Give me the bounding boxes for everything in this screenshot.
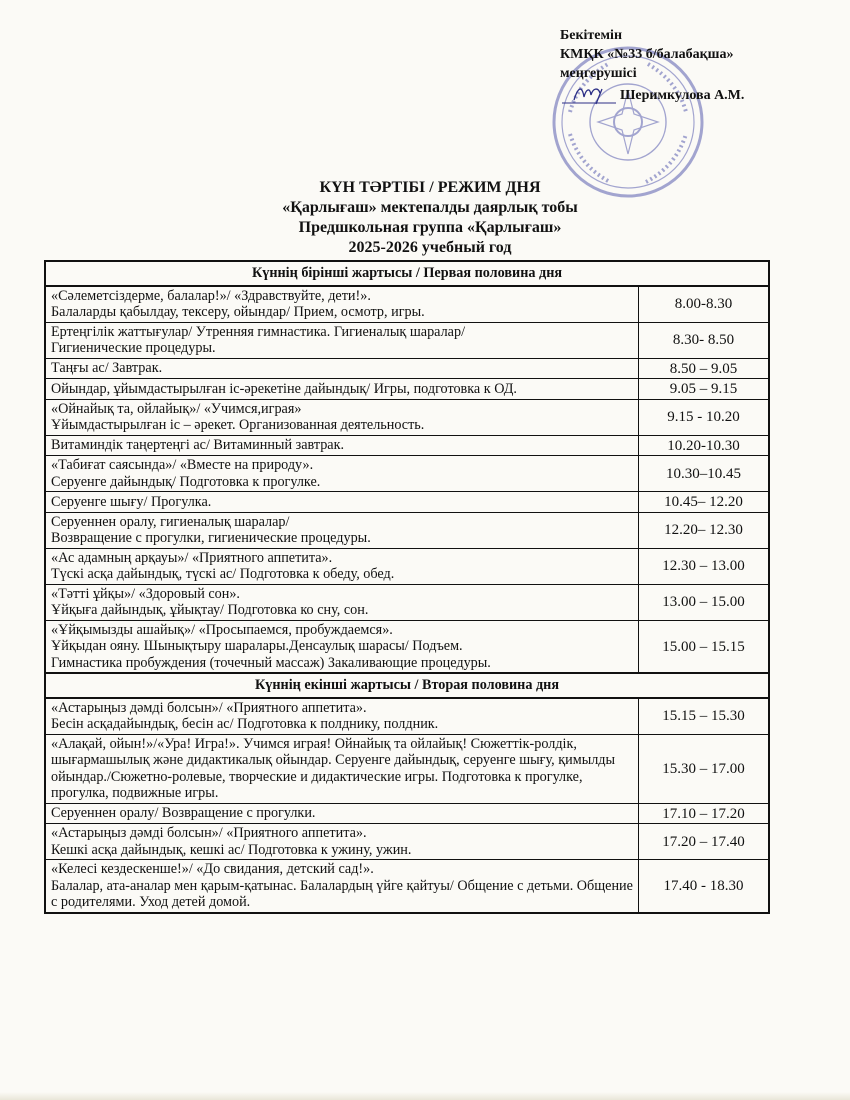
activity-text: «Алақай, ойын!»/«Ура! Игра!». Учимся играя! Ойнайық та ойлайық! Сюжеттік-ролдік, шығармашылық және дидактикалық ойындар. Серуенге дайындық, серуенге шығу, қимылды ойындар./Сюжетно-ролевые, творческие и дидактические игры. Подготовка к прогулке, прогулка, подвижные игры. <box>51 735 616 801</box>
activity-line: Түскі асқа дайындық, түскі ас/ Подготовка к обеду, обед. <box>51 566 395 582</box>
schedule-row <box>45 456 769 492</box>
activity-line: Ойындар, ұйымдастырылған іс-әрекетіне дайындық/ Игры, подготовка к ОД. <box>51 380 517 397</box>
activity-cell <box>45 512 639 548</box>
time-cell: 17.40 - 18.30 <box>639 860 770 913</box>
schedule-row <box>45 734 769 803</box>
schedule-row <box>45 435 769 456</box>
activity-line: Кешкі асқа дайындық, кешкі ас/ Подготовка к ужину, ужин. <box>51 841 412 858</box>
time-cell: 9.15 - 10.20 <box>639 399 770 435</box>
activity-line: Серуеннен оралу/ Возвращение с прогулки. <box>51 805 316 821</box>
activity-line: «Ас адамның арқауы»/ «Приятного аппетита». <box>51 549 333 566</box>
activity-line: «Ойнайық та, ойлайық»/ «Учимся,играя» <box>51 400 302 417</box>
activity-cell <box>45 435 639 456</box>
academic-year: 2025-2026 учебный год <box>348 239 512 256</box>
activity-cell <box>45 548 639 584</box>
activity-line: Возвращение с прогулки, гигиенические процедуры. <box>51 530 371 546</box>
institution-name: КМҚК «№33 б/балабақша» <box>560 47 734 62</box>
document-title: КҮН ТӘРТІБІ / РЕЖИМ ДНЯ <box>319 179 541 196</box>
schedule-row <box>45 698 769 735</box>
schedule-row <box>45 358 769 379</box>
handwritten-signature-icon <box>560 83 618 105</box>
schedule-row <box>45 620 769 673</box>
time-cell: 12.30 – 13.00 <box>639 548 770 584</box>
time-cell: 15.15 – 15.30 <box>639 698 770 735</box>
activity-line: Серуенге шығу/ Прогулка. <box>51 493 212 510</box>
document-titles <box>150 178 710 258</box>
section-header-row <box>45 261 769 286</box>
approval-label: Бекітемін <box>560 28 623 43</box>
schedule-row <box>45 803 769 824</box>
time-cell: 8.00-8.30 <box>639 286 770 323</box>
activity-cell <box>45 379 639 400</box>
time-cell: 10.45– 12.20 <box>639 492 770 513</box>
group-name-kz: «Қарлығаш» мектепалды даярлық тобы <box>282 199 578 216</box>
activity-cell <box>45 824 639 860</box>
schedule-row <box>45 492 769 513</box>
position-label: меңгерушісі <box>560 66 637 81</box>
activity-line: Витаминдік таңертеңгі ас/ Витаминный завтрак. <box>51 437 345 453</box>
activity-cell <box>45 584 639 620</box>
schedule-row <box>45 584 769 620</box>
schedule-row <box>45 824 769 860</box>
activity-line: «Астарыңыз дәмді болсын»/ «Приятного аппетита». <box>51 825 367 841</box>
activity-cell <box>45 286 639 323</box>
schedule-row <box>45 399 769 435</box>
activity-line: Бесін асқадайындық, бесін ас/ Подготовка к полднику, полдник. <box>51 716 439 732</box>
schedule-row <box>45 322 769 358</box>
time-cell: 17.10 – 17.20 <box>639 803 770 824</box>
group-name-ru: Предшкольная группа «Қарлығаш» <box>298 219 562 236</box>
activity-cell <box>45 492 639 513</box>
time-cell: 8.50 – 9.05 <box>639 358 770 379</box>
approval-block <box>560 26 840 105</box>
activity-line: Балаларды қабылдау, тексеру, ойындар/ Прием, осмотр, игры. <box>51 304 425 320</box>
activity-line: Серуенге дайындық/ Подготовка к прогулке. <box>51 473 321 490</box>
time-cell: 9.05 – 9.15 <box>639 379 770 400</box>
signature-row <box>560 83 840 105</box>
activity-line: «Тәтті ұйқы»/ «Здоровый сон». <box>51 585 240 602</box>
activity-cell <box>45 698 639 735</box>
activity-cell <box>45 456 639 492</box>
activity-text: Балалар, ата-аналар мен қарым-қатынас. Балалардың үйге қайтуы/ Общение с детьми. Общение с родителями. Уход детей домой. <box>51 877 633 910</box>
schedule-row <box>45 286 769 323</box>
activity-cell <box>45 358 639 379</box>
scan-edge <box>0 1092 850 1100</box>
activity-cell <box>45 322 639 358</box>
section-header: Күннің екінші жартысы / Вторая половина дня <box>45 673 769 698</box>
activity-line: Таңғы ас/ Завтрак. <box>51 360 163 376</box>
activity-line: «Сәлеметсіздерме, балалар!»/ «Здравствуйте, дети!». <box>51 287 371 304</box>
activity-line: «Табиғат саясында»/ «Вместе на природу». <box>51 457 314 473</box>
time-cell: 12.20– 12.30 <box>639 512 770 548</box>
schedule-row <box>45 860 769 913</box>
signer-name: Шеримкулова А.М. <box>620 88 745 103</box>
activity-cell <box>45 860 639 913</box>
section-header: Күннің бірінші жартысы / Первая половина дня <box>45 261 769 286</box>
schedule-row <box>45 548 769 584</box>
time-cell: 8.30- 8.50 <box>639 322 770 358</box>
schedule-row <box>45 379 769 400</box>
activity-cell <box>45 803 639 824</box>
activity-line: Ұйымдастырылған іс – әрекет. Организованная деятельность. <box>51 417 425 433</box>
activity-line: Гигиенические процедуры. <box>51 340 216 356</box>
time-cell: 17.20 – 17.40 <box>639 824 770 860</box>
time-cell: 15.00 – 15.15 <box>639 620 770 673</box>
activity-line: «Ұйқымызды ашайық»/ «Просыпаемся, пробуждаемся». <box>51 621 393 638</box>
activity-line: Ұйқыдан ояну. Шынықтыру шаралары.Денсаулық шарасы/ Подъем. <box>51 638 463 654</box>
activity-line: «Келесі кездескенше!»/ «До свидания, детский сад!». <box>51 861 374 877</box>
activity-line: Гимнастика пробуждения (точечный массаж) Закаливающие процедуры. <box>51 654 491 671</box>
activity-cell <box>45 399 639 435</box>
activity-cell <box>45 620 639 673</box>
activity-line: Серуеннен оралу, гигиеналық шаралар/ <box>51 513 290 530</box>
schedule-row <box>45 512 769 548</box>
activity-line: Ертеңгілік жаттығулар/ Утренняя гимнастика. Гигиеналық шаралар/ <box>51 323 466 340</box>
daily-schedule-table <box>44 260 770 914</box>
section-header-row <box>45 673 769 698</box>
time-cell: 10.30–10.45 <box>639 456 770 492</box>
activity-line: Ұйқыға дайындық, ұйықтау/ Подготовка ко сну, сон. <box>51 602 369 618</box>
time-cell: 10.20-10.30 <box>639 435 770 456</box>
time-cell: 13.00 – 15.00 <box>639 584 770 620</box>
activity-cell <box>45 734 639 803</box>
time-cell: 15.30 – 17.00 <box>639 734 770 803</box>
activity-line: «Астарыңыз дәмді болсын»/ «Приятного аппетита». <box>51 699 367 716</box>
